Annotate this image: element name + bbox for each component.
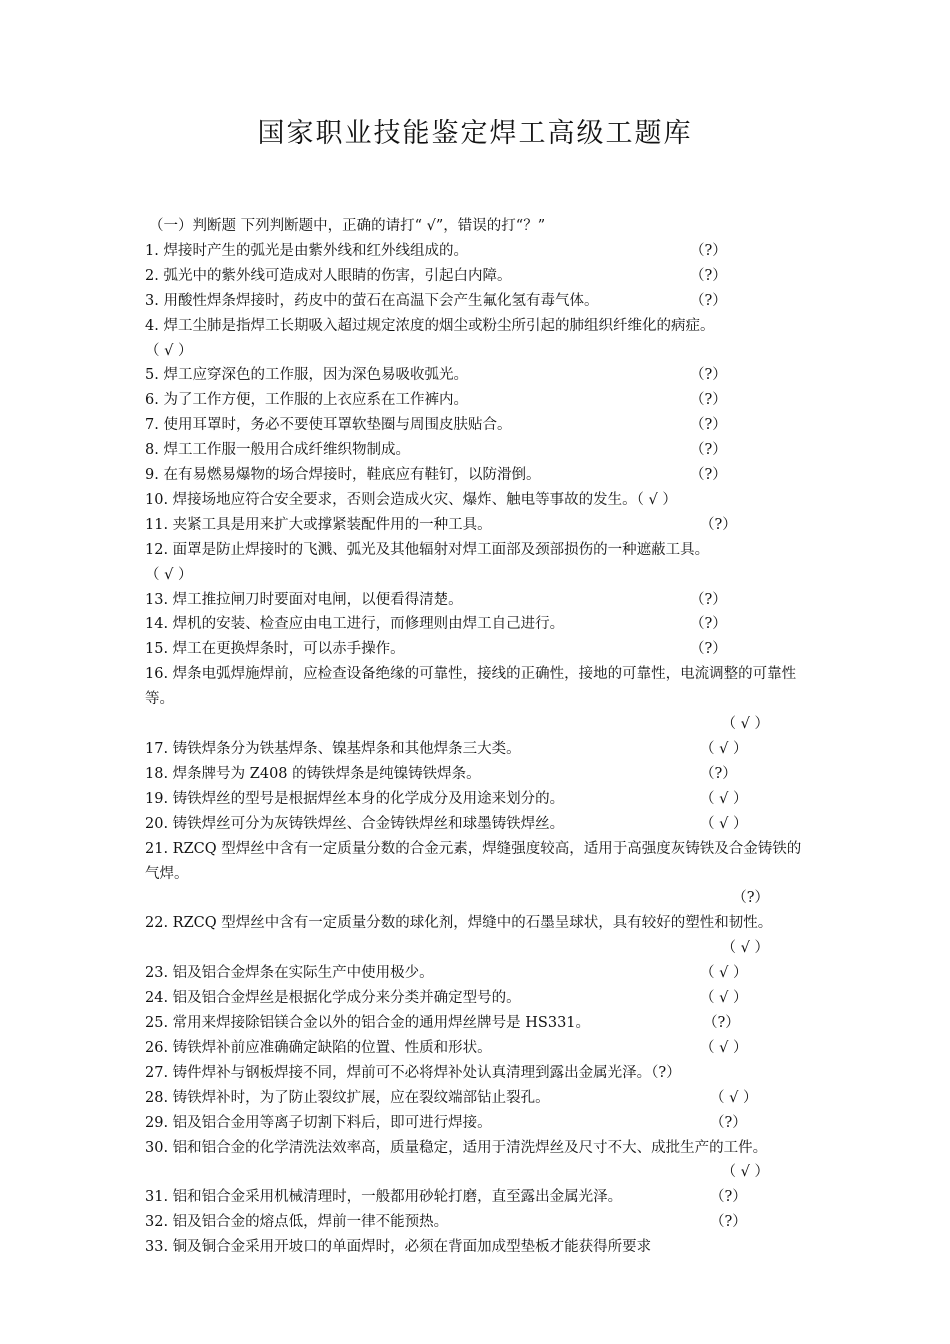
question-text: 10. 焊接场地应符合安全要求，否则会造成火灾、爆炸、触电等事故的发生。 — [145, 491, 637, 508]
question-item — [145, 463, 809, 488]
question-text: 32. 铝及铝合金的熔点低，焊前一律不能预热。 — [145, 1214, 449, 1231]
question-text: 1. 焊接时产生的弧光是由紫外线和红外线组成的。 — [145, 242, 468, 259]
question-text: 31. 铝和铝合金采用机械清理时，一般都用砂轮打磨，直至露出金属光泽。 — [145, 1189, 623, 1206]
question-item — [145, 363, 809, 388]
question-item — [145, 787, 809, 812]
question-text: 23. 铝及铝合金焊条在实际生产中使用极少。 — [145, 965, 434, 982]
question-answer: （ √ ） — [700, 965, 748, 982]
question-item — [145, 911, 809, 961]
question-answer: （ √ ） — [700, 1039, 748, 1056]
question-item — [145, 1235, 809, 1260]
question-item — [145, 513, 809, 538]
question-answer: （?） — [651, 1064, 681, 1081]
question-text: 21. RZCQ 型焊丝中含有一定质量分数的合金元素，焊缝强度较高，适用于高强度灰铸铁及合金铸铁的气焊。 — [145, 840, 802, 882]
question-answer: （?） — [690, 442, 727, 459]
question-answer: （ √ ） — [710, 1089, 758, 1106]
question-item — [145, 1061, 809, 1086]
question-text: 33. 铜及铜合金采用开坡口的单面焊时，必须在背面加成型垫板才能获得所要求 — [145, 1239, 652, 1256]
question-text: 6. 为了工作方便，工作服的上衣应系在工作裤内。 — [145, 392, 468, 409]
question-section — [145, 214, 809, 1260]
question-item — [145, 413, 809, 438]
question-text: 16. 焊条电弧焊施焊前，应检查设备绝缘的可靠性，接线的正确性，接地的可靠性，电流调整的可靠性等。 — [145, 666, 797, 708]
question-answer: （?） — [690, 641, 727, 658]
question-text: 7. 使用耳罩时，务必不要使耳罩软垫圈与周围皮肤贴合。 — [145, 417, 512, 434]
question-text: 18. 焊条牌号为 Z408 的铸铁焊条是纯镍铸铁焊条。 — [145, 765, 481, 782]
question-text: 17. 铸铁焊条分为铁基焊条、镍基焊条和其他焊条三大类。 — [145, 741, 521, 758]
question-item — [145, 289, 809, 314]
question-answer: （?） — [710, 1214, 747, 1231]
question-item — [145, 588, 809, 613]
question-answer: （ √ ） — [721, 1164, 769, 1181]
question-answer: （ √ ） — [721, 716, 769, 733]
question-item — [145, 239, 809, 264]
question-answer: （?） — [690, 467, 727, 484]
question-text: 20. 铸铁焊丝可分为灰铸铁焊丝、合金铸铁焊丝和球墨铸铁焊丝。 — [145, 815, 565, 832]
question-answer: （?） — [703, 1014, 740, 1031]
question-text: 3. 用酸性焊条焊接时，药皮中的萤石在高温下会产生氟化氢有毒气体。 — [145, 292, 599, 309]
question-answer: （ √ ） — [721, 940, 769, 957]
question-item — [145, 1210, 809, 1235]
question-answer: （?） — [700, 516, 737, 533]
question-text: 24. 铝及铝合金焊丝是根据化学成分来分类并确定型号的。 — [145, 990, 521, 1007]
question-item — [145, 662, 809, 737]
question-answer: （?） — [710, 1114, 747, 1131]
question-text: 2. 弧光中的紫外线可造成对人眼睛的伤害，引起白内障。 — [145, 267, 512, 284]
question-text: 19. 铸铁焊丝的型号是根据焊丝本身的化学成分及用途来划分的。 — [145, 790, 565, 807]
question-answer: （?） — [732, 890, 769, 907]
question-text: 8. 焊工工作服一般用合成纤维织物制成。 — [145, 442, 410, 459]
question-item — [145, 1086, 809, 1111]
question-item — [145, 1111, 809, 1136]
question-text: 27. 铸件焊补与钢板焊接不同，焊前可不必将焊补处认真清理到露出金属光泽。 — [145, 1064, 652, 1081]
question-item — [145, 762, 809, 787]
question-answer: （ √ ） — [700, 790, 748, 807]
question-text: 29. 铝及铝合金用等离子切割下料后，即可进行焊接。 — [145, 1114, 492, 1131]
question-item — [145, 986, 809, 1011]
question-answer: （ √ ） — [636, 491, 677, 508]
question-item — [145, 1011, 809, 1036]
question-text: 26. 铸铁焊补前应准确确定缺陷的位置、性质和形状。 — [145, 1039, 492, 1056]
question-answer: （?） — [700, 765, 737, 782]
question-list — [145, 239, 809, 1260]
question-answer: （ √ ） — [700, 990, 748, 1007]
question-item — [145, 388, 809, 413]
question-item — [145, 1136, 809, 1186]
question-text: 5. 焊工应穿深色的工作服，因为深色易吸收弧光。 — [145, 367, 468, 384]
question-text: 11. 夹紧工具是用来扩大或撑紧装配件用的一种工具。 — [145, 516, 492, 533]
question-item — [145, 1185, 809, 1210]
question-item — [145, 612, 809, 637]
question-answer: （?） — [690, 417, 727, 434]
question-item — [145, 1036, 809, 1061]
question-text: 15. 焊工在更换焊条时，可以赤手操作。 — [145, 641, 405, 658]
question-answer: （ √ ） — [145, 566, 193, 583]
question-answer: （ √ ） — [700, 741, 748, 758]
question-answer: （ √ ） — [145, 342, 193, 359]
question-item — [145, 837, 809, 912]
question-text: 28. 铸铁焊补时，为了防止裂纹扩展，应在裂纹端部钻止裂孔。 — [145, 1089, 550, 1106]
question-answer: （?） — [690, 392, 727, 409]
question-text: 22. RZCQ 型焊丝中含有一定质量分数的球化剂，焊缝中的石墨呈球状，具有较好的塑性和韧性。 — [145, 915, 773, 932]
question-text: 25. 常用来焊接除铝镁合金以外的铝合金的通用焊丝牌号是 HS331。 — [145, 1014, 591, 1031]
question-answer: （?） — [690, 242, 727, 259]
section-instructions: （一）判断题 下列判断题中，正确的请打“ √”，错误的打“？” — [149, 218, 546, 234]
question-text: 9. 在有易燃易爆物的场合焊接时，鞋底应有鞋钉，以防滑倒。 — [145, 467, 541, 484]
question-item — [145, 264, 809, 289]
question-item — [145, 538, 809, 588]
question-answer: （ √ ） — [700, 815, 748, 832]
question-text: 4. 焊工尘肺是指焊工长期吸入超过规定浓度的烟尘或粉尘所引起的肺组织纤维化的病症。 — [145, 317, 715, 334]
question-text: 14. 焊机的安装、检查应由电工进行，而修理则由焊工自己进行。 — [145, 616, 565, 633]
question-answer: （?） — [690, 267, 727, 284]
question-answer: （?） — [690, 367, 727, 384]
question-answer: （?） — [710, 1189, 747, 1206]
question-item — [145, 812, 809, 837]
question-item — [145, 438, 809, 463]
question-text: 12. 面罩是防止焊接时的飞溅、弧光及其他辐射对焊工面部及颈部损伤的一种遮蔽工具。 — [145, 541, 710, 558]
question-answer: （?） — [690, 292, 727, 309]
question-text: 13. 焊工推拉闸刀时要面对电闸，以便看得清楚。 — [145, 591, 463, 608]
question-item — [145, 961, 809, 986]
question-item — [145, 737, 809, 762]
document-title: 国家职业技能鉴定焊工高级工题库 — [257, 118, 693, 149]
question-answer: （?） — [690, 616, 727, 633]
question-answer: （?） — [690, 591, 727, 608]
question-item — [145, 314, 809, 364]
question-text: 30. 铝和铝合金的化学清洗法效率高，质量稳定，适用于清洗焊丝及尺寸不大、成批生产的工件。 — [145, 1139, 768, 1156]
question-item — [145, 637, 809, 662]
question-item — [145, 488, 809, 513]
